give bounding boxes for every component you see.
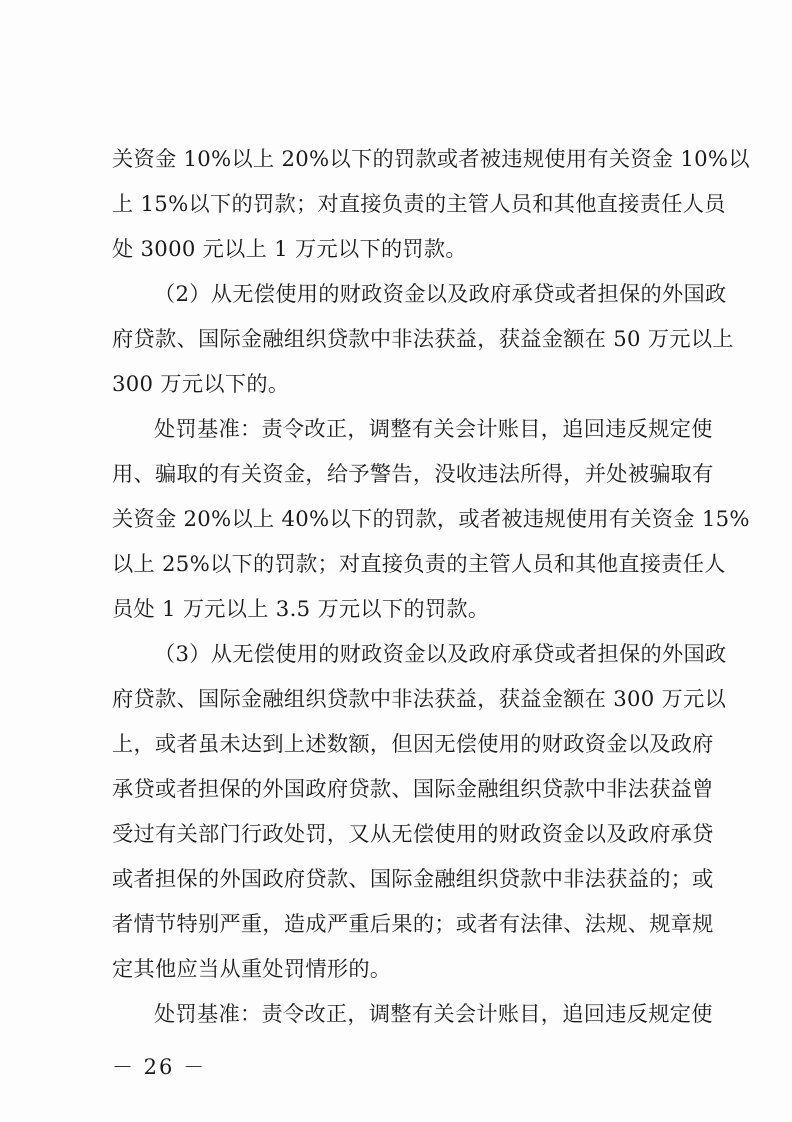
text-line-16: 受过有关部门行政处罚，又从无偿使用的财政资金以及政府承贷	[112, 821, 714, 846]
text-line-10: 以上 25%以下的罚款；对直接负责的主管人员和其他直接责任人	[112, 551, 726, 576]
text-line-19: 定其他应当从重处罚情形的。	[112, 956, 392, 981]
text-line-14: 上，或者虽未达到上述数额，但因无偿使用的财政资金以及政府	[112, 731, 714, 756]
text-line-13: 府贷款、国际金融组织贷款中非法获益，获益金额在 300 万元以	[112, 686, 727, 711]
paragraph-3-line-1: （3）从无偿使用的财政资金以及政府承贷或者担保的外国政	[154, 641, 727, 666]
text-line-18: 者情节特别严重，造成严重后果的；或者有法律、法规、规章规	[112, 911, 714, 936]
text-line-2: 上 15%以下的罚款；对直接负责的主管人员和其他直接责任人员	[112, 191, 726, 216]
text-line-1: 关资金 10%以上 20%以下的罚款或者被违规使用有关资金 10%以	[112, 146, 750, 171]
penalty-basis-1-line-1: 处罚基准：责令改正，调整有关会计账目，追回违反规定使	[154, 416, 713, 441]
text-line-3: 处 3000 元以上 1 万元以下的罚款。	[112, 236, 467, 261]
penalty-basis-2-line-1: 处罚基准：责令改正，调整有关会计账目，追回违反规定使	[154, 1001, 713, 1026]
text-line-8: 用、骗取的有关资金，给予警告，没收违法所得，并处被骗取有	[112, 461, 714, 486]
text-line-6: 300 万元以下的。	[112, 371, 290, 396]
text-line-15: 承贷或者担保的外国政府贷款、国际金融组织贷款中非法获益曾	[112, 776, 714, 801]
page-number: － 26 －	[112, 1055, 207, 1079]
text-line-11: 员处 1 万元以上 3.5 万元以下的罚款。	[112, 596, 490, 621]
text-line-5: 府贷款、国际金融组织贷款中非法获益，获益金额在 50 万元以上	[112, 326, 734, 351]
paragraph-2-line-1: （2）从无偿使用的财政资金以及政府承贷或者担保的外国政	[154, 281, 727, 306]
text-line-17: 或者担保的外国政府贷款、国际金融组织贷款中非法获益的；或	[112, 866, 714, 891]
text-line-9: 关资金 20%以上 40%以下的罚款，或者被违规使用有关资金 15%	[112, 506, 750, 531]
